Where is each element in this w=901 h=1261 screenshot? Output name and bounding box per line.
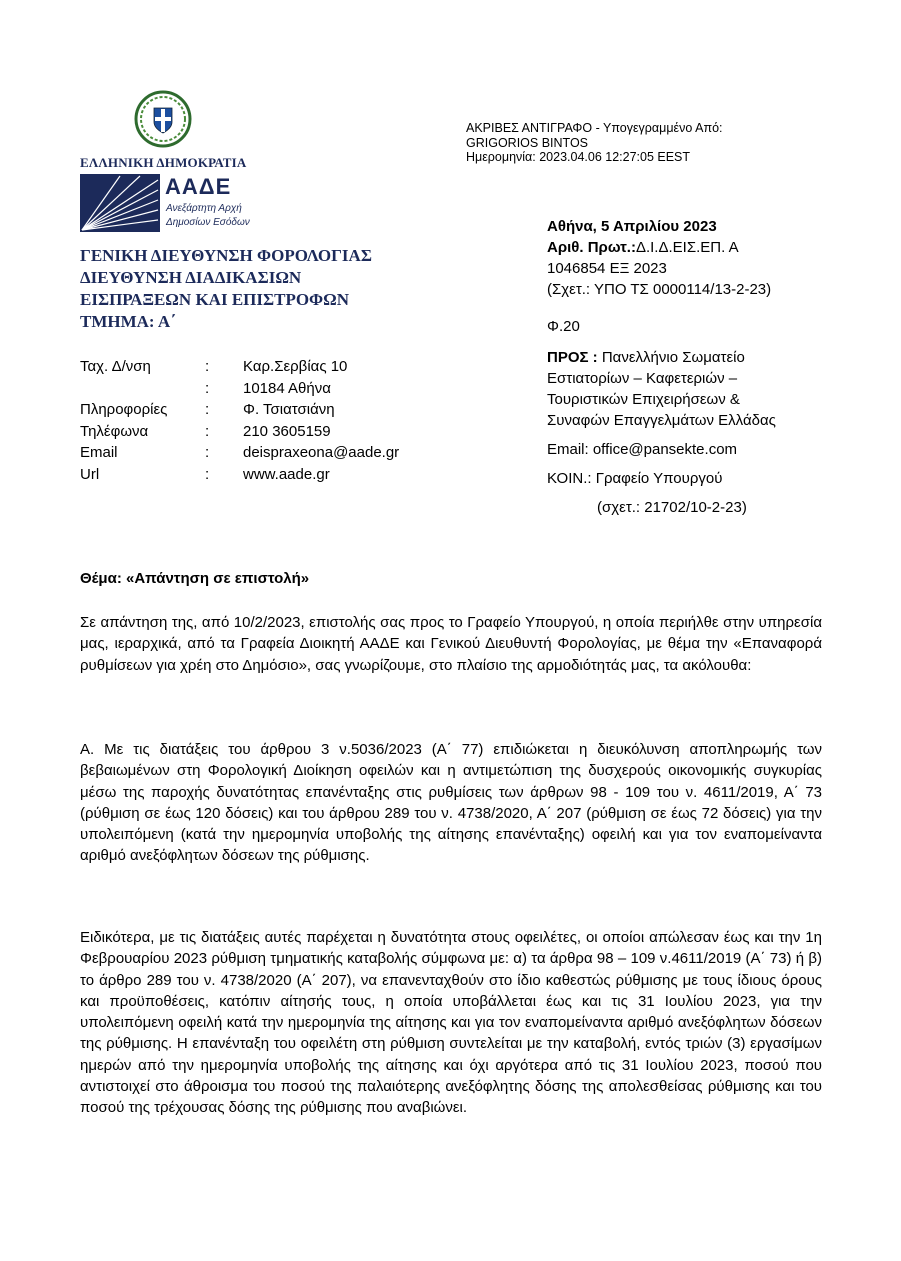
contact-label: Τηλέφωνα: [80, 422, 149, 440]
reference: (Σχετ.: ΥΠΟ ΤΣ 0000114/13-2-23): [547, 281, 772, 298]
recipient-label: ΠΡΟΣ :: [547, 349, 598, 366]
digital-signature-block: [466, 121, 723, 165]
contact-value: Καρ.Σερβίας 10: [243, 358, 348, 375]
recipient-name-1: Πανελλήνιο Σωματείο: [597, 349, 745, 366]
cc-line: ΚΟΙΝ.: Γραφείο Υπουργού: [547, 470, 723, 487]
contact-row: [80, 464, 399, 486]
contact-label: Πληροφορίες: [80, 401, 168, 418]
aade-subtitle-2: Δημοσίων Εσόδων: [166, 217, 250, 228]
recipient-name-4: Συναφών Επαγγελμάτων Ελλάδας: [547, 412, 776, 429]
contact-row: [80, 356, 399, 378]
contact-label: Email: [80, 444, 118, 461]
greek-emblem-icon: [134, 90, 192, 148]
contact-row: [80, 442, 399, 464]
contact-row: [80, 378, 399, 400]
contact-row: [80, 399, 399, 421]
body-paragraph-2: Α. Με τις διατάξεις του άρθρου 3 ν.5036/2023 (Α΄ 77) επιδιώκεται η διευκόλυνση αποπληρωμής των βεβαιωμένων στη Φορολογική Διοίκηση οφειλών και η αντιμετώπιση της δυσχερούς οικονομικής συγκυρίας μέσω της παροχής δυνατότητας επανένταξης στις ρυθμίσεις των άρθρων 98 - 109 του ν. 4611/2019, Α΄ 73 (ρύθμιση σε έως 120 δόσεις) και του άρθρου 289 του ν. 4738/2020, Α΄ 207 (ρύθμιση σε έως 72 δόσεις) για την υπολειπόμενη (κατά την ημερομηνία υποβολής της αίτησης επανένταξης) οφειλή και για τον εναπομείναντα αριθμό ανεξόφλητων δόσεων της ρύθμισης.: [80, 741, 822, 865]
dept-line: ΕΙΣΠΡΑΞΕΩΝ ΚΑΙ ΕΠΙΣΤΡΟΦΩΝ: [80, 290, 350, 309]
protocol-label: Αριθ. Πρωτ.:: [547, 239, 636, 256]
contact-row: [80, 421, 399, 443]
protocol-num: 1046854 ΕΞ 2023: [547, 260, 667, 277]
contact-colon: :: [205, 422, 210, 440]
subject-line: Θέμα: «Απάντηση σε επιστολή»: [80, 570, 310, 587]
contacts-table: [80, 356, 399, 485]
recipient-line-1: [547, 347, 867, 368]
signature-name: GRIGORIOS BINTOS: [466, 135, 589, 150]
contact-colon: :: [205, 401, 210, 418]
body-paragraph-1: Σε απάντηση της, από 10/2/2023, επιστολής σας προς το Γραφείο Υπουργού, η οποία περιήλθε στην υπηρεσία μας, ιεραρχικά, από τα Γραφεία Διοικητή ΑΑΔΕ και Γενικού Διευθυντή Φορολογίας, με θέμα την «Επαναφορά ρυθμίσεων για χρέη στο Δημόσιο», σας γνωρίζουμε, στο πλαίσιο της αρμοδιότητάς μας, τα ακόλουθα:: [80, 614, 822, 674]
aade-subtitle-1: Ανεξάρτητη Αρχή: [166, 203, 242, 214]
recipient-email: Email: office@pansekte.com: [547, 441, 738, 458]
contact-colon: :: [205, 465, 210, 483]
protocol-number: [547, 237, 867, 258]
signature-date: Ημερομηνία: 2023.04.06 12:27:05 EEST: [466, 150, 691, 164]
dept-line: ΔΙΕΥΘΥΝΣΗ ΔΙΑΔΙΚΑΣΙΩΝ: [80, 268, 302, 287]
contact-value: 210 3605159: [243, 422, 331, 440]
contact-colon: :: [205, 444, 210, 461]
republic-heading: ΕΛΛΗΝΙΚΗ ΔΗΜΟΚΡΑΤΙΑ: [80, 155, 247, 170]
contact-label: Url: [80, 465, 100, 483]
recipient-name-2: Εστιατορίων – Καφετεριών –: [547, 370, 738, 387]
aade-name: ΑΑΔΕ: [165, 174, 232, 199]
contact-url-link[interactable]: www.aade.gr: [243, 465, 330, 483]
protocol-value: Δ.Ι.Δ.ΕΙΣ.ΕΠ. Α: [635, 239, 739, 256]
contact-value: Φ. Τσιατσιάνη: [243, 401, 335, 418]
signature-line: ΑΚΡΙΒΕΣ ΑΝΤΙΓΡΑΦΟ - Υπογεγραμμένο Από:: [466, 121, 723, 135]
contact-colon: :: [205, 358, 210, 375]
contact-email-link[interactable]: deispraxeona@aade.gr: [243, 444, 400, 461]
dept-line: ΤΜΗΜΑ: Α΄: [80, 312, 176, 331]
file-code: Φ.20: [547, 318, 580, 335]
department-block: [80, 245, 372, 333]
recipient-name-3: Τουριστικών Επιχειρήσεων &: [547, 391, 740, 408]
contact-value: 10184 Αθήνα: [243, 379, 331, 397]
dept-line: ΓΕΝΙΚΗ ΔΙΕΥΘΥΝΣΗ ΦΟΡΟΛΟΓΙΑΣ: [80, 246, 372, 265]
cc-reference: (σχετ.: 21702/10-2-23): [597, 499, 747, 516]
contact-colon: :: [205, 379, 210, 397]
contact-label: [80, 378, 205, 400]
body-paragraph-3: Ειδικότερα, με τις διατάξεις αυτές παρέχεται η δυνατότητα στους οφειλέτες, οι οποίοι απώλεσαν έως και την 1η Φεβρουαρίου 2023 ρύθμιση τμηματικής καταβολής σύμφωνα με: α) τα άρθρα 98 – 109 ν.4611/2019 (Α΄ 73) ή β) το άρθρο 289 του ν. 4738/2020 (Α΄ 207), να επανενταχθούν στο ίδιο καθεστώς ρύθμισης με τους ίδιους όρους και προϋποθέσεις, κατόπιν αίτησής τους, η οποία υποβάλλεται έως και τις 31 Ιουλίου 2023, για την υπολειπόμενη οφειλή κατά την ημερομηνία της αίτησης και για τον εναπομείναντα αριθμό ανεξόφλητων δόσεων της ρύθμισης. Η επανένταξη του οφειλέτη στη ρύθμιση συντελείται με την καταβολή, εντός τριών (3) εργασίμων ημερών από την ημερομηνία υποβολής της αίτησης και όχι αργότερα από τις 31 Ιουλίου 2023, ποσού που αντιστοιχεί στο άθροισμα του ποσού της παλαιότερης ανεξόφλητης δόσης της απολεσθείσας ρύθμισης και του ποσού της τρέχουσας δόσης της ρύθμισης που αναβιώνει.: [80, 929, 822, 1117]
document-date: Αθήνα, 5 Απριλίου 2023: [547, 218, 717, 235]
recipient-block: [547, 216, 867, 518]
contact-label: Ταχ. Δ/νση: [80, 358, 151, 375]
